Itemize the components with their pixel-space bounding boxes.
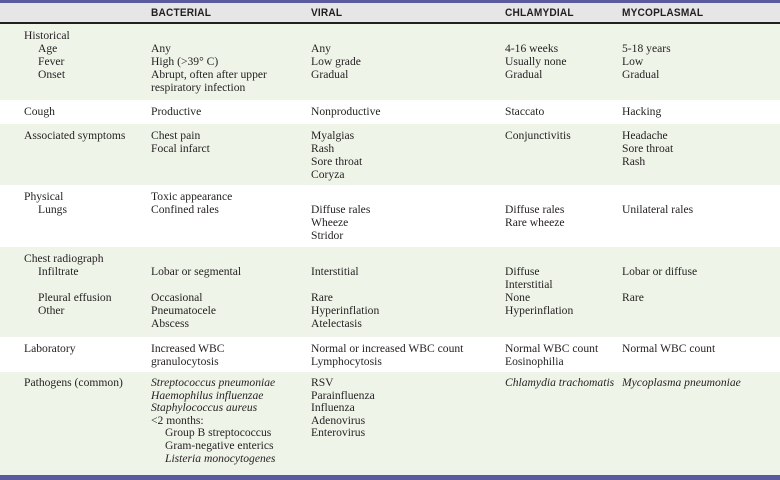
table-cell xyxy=(622,342,715,355)
table-cell xyxy=(151,105,201,118)
cell-line: High (>39° C) xyxy=(151,55,219,68)
table-cell xyxy=(622,29,671,81)
table-header xyxy=(0,3,780,24)
table-cell xyxy=(622,190,693,216)
table-cell xyxy=(311,190,370,242)
row-sublabel: Other xyxy=(38,304,65,317)
row-label: Laboratory xyxy=(24,342,76,355)
cell-line: Staccato xyxy=(505,105,545,118)
row-label: Chest radiograph xyxy=(24,252,104,265)
cell-line: Diffuse rales xyxy=(505,203,565,216)
cell-line: Eosinophilia xyxy=(505,355,564,368)
cell-line: Group B streptococcus xyxy=(165,426,272,440)
row-sublabel: Onset xyxy=(38,68,66,81)
table-cell xyxy=(151,29,267,94)
cell-line xyxy=(622,278,697,291)
row-label-cell xyxy=(24,190,67,216)
cell-line: Staphylococcus aureus xyxy=(151,401,258,415)
cell-line: Myalgias xyxy=(311,129,355,142)
cell-line xyxy=(622,252,697,265)
cell-line: Coryza xyxy=(311,168,345,181)
cell-line xyxy=(311,29,361,42)
table-cell xyxy=(505,129,571,142)
cell-line: Pneumatocele xyxy=(151,304,217,317)
column-header-bacterial: BACTERIAL xyxy=(151,7,212,19)
cell-line: Parainfluenza xyxy=(311,388,375,402)
cell-line: Adenovirus xyxy=(311,413,366,427)
row-label: Cough xyxy=(24,105,55,118)
row-label: Pathogens (common) xyxy=(24,376,123,389)
cell-line: Listeria monocytogenes xyxy=(165,451,276,465)
cell-line: Hyperinflation xyxy=(311,304,380,317)
cell-line: Mycoplasma pneumoniae xyxy=(622,376,741,389)
cell-line: Interstitial xyxy=(505,278,553,291)
table-cell xyxy=(505,342,598,368)
table-cell xyxy=(151,129,210,155)
cell-line: 4-16 weeks xyxy=(505,42,559,55)
table-row-chest-radiograph xyxy=(0,247,780,337)
row-label: Historical xyxy=(24,29,70,42)
cell-line xyxy=(622,29,671,42)
row-sublabel: Pleural effusion xyxy=(38,291,112,304)
cell-line: Streptococcus pneumoniae xyxy=(151,376,276,389)
cell-line: Abscess xyxy=(151,317,189,330)
cell-line: Chlamydia trachomatis xyxy=(505,376,615,389)
row-label: Physical xyxy=(24,190,64,203)
cell-line: Hacking xyxy=(622,105,662,118)
cell-line: Low xyxy=(622,55,644,68)
cell-line: Chest pain xyxy=(151,129,201,142)
cell-line: respiratory infection xyxy=(151,81,246,94)
cell-line: granulocytosis xyxy=(151,355,219,368)
cell-line: Gradual xyxy=(622,68,660,81)
table-cell xyxy=(505,105,544,118)
cell-line: Normal or increased WBC count xyxy=(311,342,464,355)
cell-line: RSV xyxy=(311,376,334,389)
cell-line: Normal WBC count xyxy=(505,342,599,355)
row-label-cell xyxy=(24,377,123,390)
table-cell xyxy=(151,377,275,465)
table-cell xyxy=(622,377,741,390)
cell-line: Abrupt, often after upper xyxy=(151,68,267,81)
table-cell xyxy=(151,342,225,368)
row-sublabel: Infiltrate xyxy=(38,265,79,278)
cell-line: Interstitial xyxy=(311,265,359,278)
cell-line xyxy=(311,252,379,265)
cell-line: Stridor xyxy=(311,229,344,242)
table-cell xyxy=(151,190,232,216)
cell-line: Increased WBC xyxy=(151,342,225,355)
table-cell xyxy=(311,377,375,440)
cell-line: Diffuse rales xyxy=(311,203,371,216)
table-cell xyxy=(505,29,567,81)
row-sublabel: Age xyxy=(38,42,58,55)
table-cell xyxy=(622,105,661,118)
cell-line: Lobar or segmental xyxy=(151,265,242,278)
cell-line xyxy=(622,190,693,203)
cell-line: Nonproductive xyxy=(311,105,381,118)
table-cell xyxy=(151,252,241,330)
table-row-cough xyxy=(0,100,780,124)
cell-line xyxy=(311,190,370,203)
cell-line: Atelectasis xyxy=(311,317,362,330)
cell-line: Usually none xyxy=(505,55,567,68)
cell-line: Any xyxy=(151,42,171,55)
cell-line: Lymphocytosis xyxy=(311,355,382,368)
cell-line: Sore throat xyxy=(622,142,674,155)
bottom-border xyxy=(0,475,780,480)
cell-line: 5-18 years xyxy=(622,42,671,55)
table-cell xyxy=(311,129,362,181)
table-body xyxy=(0,24,780,475)
cell-line xyxy=(151,278,241,291)
cell-line xyxy=(151,29,267,42)
cell-line: Rare wheeze xyxy=(505,216,565,229)
cell-line: Productive xyxy=(151,105,202,118)
cell-line: Any xyxy=(311,42,331,55)
table-row-physical xyxy=(0,185,780,247)
cell-line: Toxic appearance xyxy=(151,190,233,203)
row-label-cell xyxy=(24,29,70,81)
table-cell xyxy=(505,252,573,317)
table-cell xyxy=(505,190,565,229)
column-header-mycoplasmal: MYCOPLASMAL xyxy=(622,7,704,19)
cell-line: Gradual xyxy=(505,68,543,81)
row-sublabel: Fever xyxy=(38,55,65,68)
cell-line: Diffuse xyxy=(505,265,540,278)
table-cell xyxy=(505,377,614,390)
cell-line xyxy=(505,29,567,42)
cell-line: Unilateral rales xyxy=(622,203,694,216)
cell-line: Sore throat xyxy=(311,155,363,168)
table-cell xyxy=(311,105,381,118)
table-cell xyxy=(622,129,673,168)
cell-line xyxy=(505,190,565,203)
cell-line: Rare xyxy=(311,291,333,304)
table-cell xyxy=(622,252,697,304)
cell-line: Gram-negative enterics xyxy=(165,438,274,452)
row-label-cell xyxy=(24,342,76,355)
cell-line: Conjunctivitis xyxy=(505,129,571,142)
cell-line: None xyxy=(505,291,531,304)
cell-line: Confined rales xyxy=(151,203,219,216)
row-label-cell xyxy=(24,252,112,317)
cell-line xyxy=(505,252,573,265)
cell-line: Headache xyxy=(622,129,668,142)
cell-line: Lobar or diffuse xyxy=(622,265,698,278)
cell-line: <2 months: xyxy=(151,413,204,427)
cell-line: Normal WBC count xyxy=(622,342,716,355)
row-sublabel: Lungs xyxy=(38,203,67,216)
cell-line: Occasional xyxy=(151,291,203,304)
row-sublabel xyxy=(24,278,112,291)
cell-line xyxy=(151,252,241,265)
table-cell xyxy=(311,29,361,81)
cell-line: Low grade xyxy=(311,55,361,68)
column-header-chlamydial: CHLAMYDIAL xyxy=(505,7,574,19)
table-row-pathogens xyxy=(0,372,780,475)
cell-line: Haemophilus influenzae xyxy=(151,388,264,402)
row-label-cell xyxy=(24,129,125,142)
cell-line: Hyperinflation xyxy=(505,304,574,317)
cell-line: Gradual xyxy=(311,68,349,81)
table-cell xyxy=(311,342,463,368)
cell-line: Enterovirus xyxy=(311,426,366,440)
table-row-associated-symptoms xyxy=(0,124,780,185)
cell-line: Wheeze xyxy=(311,216,349,229)
table-row-laboratory xyxy=(0,337,780,372)
cell-line: Rash xyxy=(622,155,646,168)
cell-line: Influenza xyxy=(311,401,355,415)
row-label-cell xyxy=(24,105,55,118)
row-label: Associated symptoms xyxy=(24,129,126,142)
table-row-historical xyxy=(0,24,780,100)
cell-line: Rash xyxy=(311,142,335,155)
cell-line: Rare xyxy=(622,291,644,304)
column-header-viral: VIRAL xyxy=(311,7,343,19)
cell-line: Focal infarct xyxy=(151,142,210,155)
table-cell xyxy=(311,252,379,330)
cell-line xyxy=(311,278,379,291)
